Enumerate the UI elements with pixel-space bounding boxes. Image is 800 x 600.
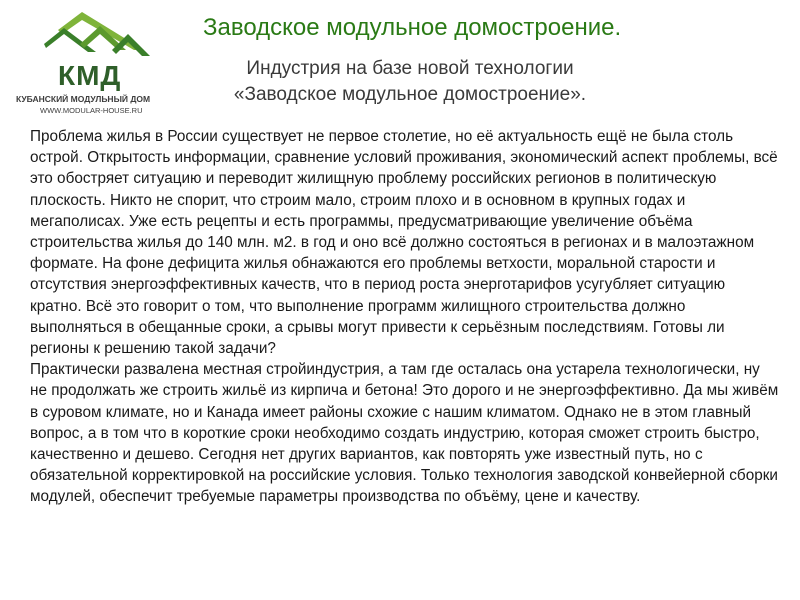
logo-company-name: КУБАНСКИЙ МОДУЛЬНЫЙ ДОМ (16, 94, 151, 104)
logo-abbreviation: КМД (58, 60, 122, 91)
subtitle-line-2: «Заводское модульное домостроение». (233, 84, 587, 105)
page-subtitle (190, 56, 630, 108)
logo-website: WWW.MODULAR-HOUSE.RU (40, 106, 143, 115)
body-text (30, 126, 780, 508)
page-title: Заводское модульное домостроение. (203, 14, 622, 41)
subtitle-line-1: Индустрия на базе новой технологии (246, 58, 574, 79)
paragraph-2: Практически развалена местная стройиндустрия, а там где осталась она устарела технологически, ну не продолжать же строить жильё из кирпича и бетона! Это дорого и не энергоэффективно. Да мы живём в суровом климате, но и Канада имеет районы схожие с нашим климатом. Однако не в этом главный вопрос, а в том что в короткие сроки необходимо создать индустрию, которая сможет строить быстро, качественно и дешево. Сегодня нет других вариантов, как повторять уже известный путь, но с обязательной корректировкой на российские условия. Только технология заводской конвейерной сборки модулей, обеспечит требуемые параметры производства по объёму, цене и качеству. (30, 361, 779, 506)
paragraph-1: Проблема жилья в России существует не первое столетие, но её актуальность ещё не была столь острой. Открытость информации, сравнение условий проживания, экономический аспект проблемы, всё это обостряет ситуацию и переводит жилищную проблему российских регионов в политическую плоскость. Никто не спорит, что строим мало, строим плохо и в основном в крупных годах и мегаполисах. Уже есть рецепты и есть программы, предусматривающие увеличение объёма строительства жилья до 140 млн. м2. в год и оно всё должно состояться в регионах и в малоэтажном формате. На фоне дефицита жилья обнажаются его проблемы ветхости, моральной старости и отсутствия энергоэффективных качеств, что в период роста энерготарифов усугубляет ситуацию кратно. Всё это говорит о том, что выполнение программ жилищного строительства должно выполняться в обещанные сроки, а срывы могут привести к серьёзным последствиям. Готовы ли регионы к решению такой задачи? (30, 128, 778, 358)
company-logo (10, 12, 151, 115)
